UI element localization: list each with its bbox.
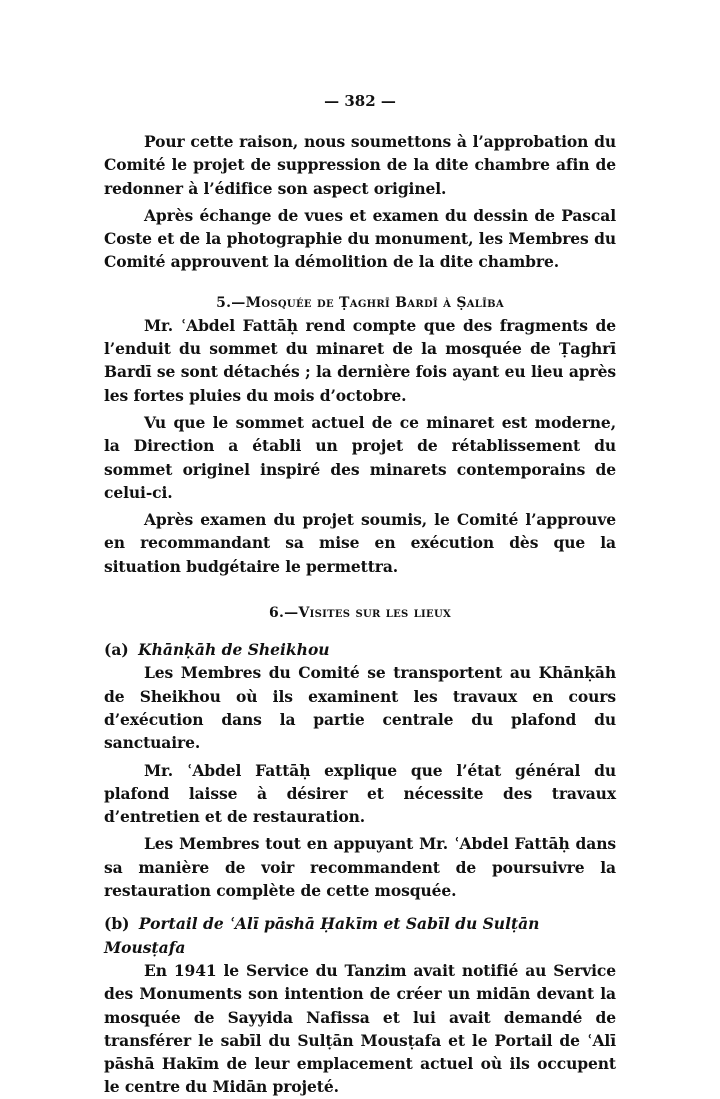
sub-heading-b <box>104 912 616 959</box>
section-heading-6: 6.—Visites sur les lieux <box>268 605 452 622</box>
document-page <box>104 86 616 1099</box>
section-heading-5: 5.—Mosquée de Ṭaghrī Bardī à Ṣalība <box>216 294 504 311</box>
sub-heading-b-title: Portail de ʿAlī pāshā Ḥakīm et Sabīl du Sulṭān Mousṭafa <box>104 914 540 957</box>
sub-heading-a-marker: (a) <box>104 640 129 660</box>
paragraph-1: Pour cette raison, nous soumettons à l’approbation du Comité le projet de suppression de la dite chambre afin de redonner à l’édifice son aspect originel. <box>104 132 616 198</box>
paragraph-2: Après échange de vues et examen du dessin de Pascal Coste et de la photographie du monument, les Membres du Comité approuvent la démolition de la dite chambre. <box>104 205 616 272</box>
paragraph-9: En 1941 le Service du Tanzim avait notifié au Service des Monuments son intention de créer un midān devant la mosquée de Sayyida Nafissa et lui avait demandé de transférer le sabīl du Sulṭān Mousṭafa et le Portail de ʿAlī pāshā Hakīm de leur emplacement actuel où ils occupent le centre du Midān projeté. <box>104 960 616 1097</box>
paragraph-7: Mr. ʿAbdel Fattāḥ explique que l’état général du plafond laisse à désirer et nécessite des travaux d’entretien et de restauration. <box>104 760 616 827</box>
sub-heading-b-marker: (b) <box>104 914 130 934</box>
paragraph-8: Les Membres tout en appuyant Mr. ʿAbdel Fattāḥ dans sa manière de voir recommandent de poursuivre la restauration complète de cette mosquée. <box>104 834 616 901</box>
sub-heading-a-title: Khānḳāh de Sheikhou <box>138 640 330 660</box>
page-number: — 382 — <box>324 92 396 110</box>
paragraph-3: Mr. ʿAbdel Fattāḥ rend compte que des fragments de l’enduit du sommet du minaret de la mosquée de Ṭaghrī Bardī se sont détachés ; la dernière fois ayant eu lieu après les fortes pluies du mois d’octobre. <box>104 315 616 405</box>
sub-heading-a <box>104 638 616 661</box>
paragraph-4: Vu que le sommet actuel de ce minaret est moderne, la Direction a établi un projet de rétablissement du sommet originel inspiré des minarets contemporains de celui-ci. <box>104 412 616 502</box>
paragraph-5: Après examen du projet soumis, le Comité l’approuve en recommandant sa mise en exécution dès que la situation budgétaire le permettra. <box>104 510 616 576</box>
paragraph-6: Les Membres du Comité se transportent au Khānḳāh de Sheikhou où ils examinent les travaux en cours d’exécution dans la partie centrale du plafond du sanctuaire. <box>104 663 616 753</box>
